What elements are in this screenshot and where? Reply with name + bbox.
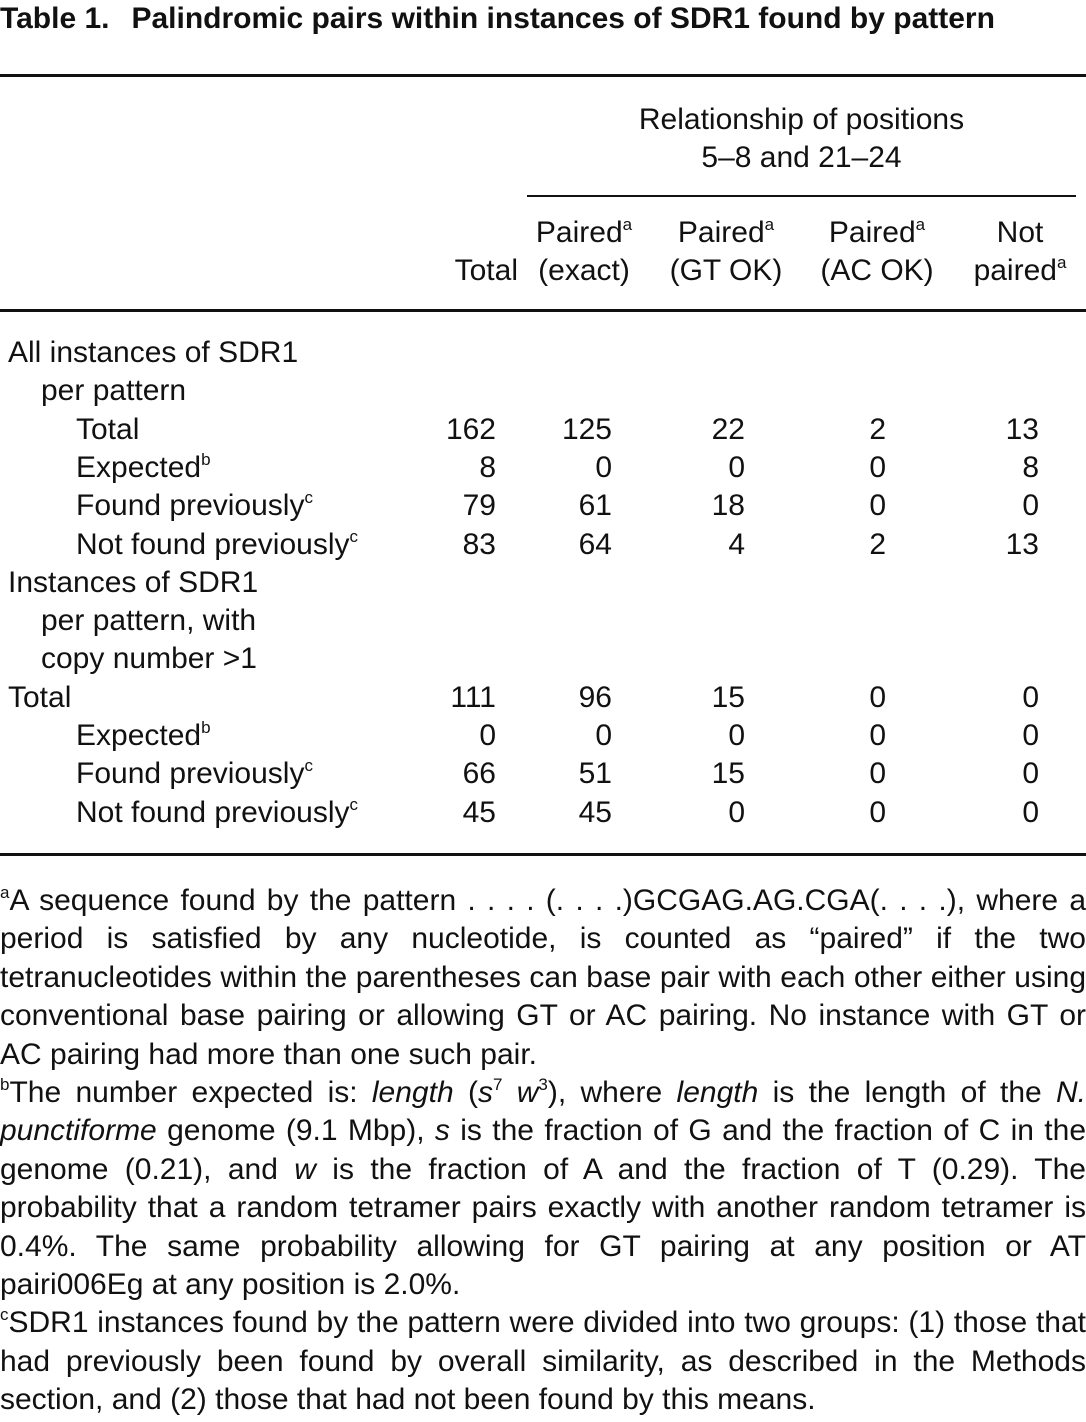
table-cell: 0 [479,719,496,752]
row-label: Found previously$^c$ [76,488,313,523]
table-cell: 64 [578,527,612,561]
caption-label: Table 1. [0,2,110,35]
row-label: Not found previously$^c$ [76,794,358,829]
spanner-heading [527,101,1076,177]
row-label: Instances of SDR1 [8,565,259,599]
table-caption [0,0,1086,37]
caption-title: Palindromic pairs within instances of SDR1 found by pattern [131,2,995,35]
row-label: copy number >1 [41,642,257,676]
table-cell: 125 [561,412,612,446]
row-label: per pattern, with [41,604,257,638]
row-label: per pattern [41,374,187,408]
top-rule [0,74,1086,77]
row-label: Expected$^b$ [76,718,211,752]
table-cell: 0 [1022,489,1039,523]
table-cell: 15 [711,757,745,791]
table-cell: 0 [869,489,886,523]
footnote-c: $^c$SDR1 instances found by the pattern were divided into two groups: (1) those that had previously been found by overall similarity, as described in the Methods section, and (2) those that had not been found by this means. [0,1305,1086,1417]
table-cell: 0 [728,450,745,484]
table-cell: 96 [578,680,612,714]
spanner-rule [527,195,1076,197]
table-cell: 0 [869,680,886,714]
col-header-total: Total [454,254,518,287]
table-cell: 2 [869,412,886,446]
table-cell: 61 [578,489,612,523]
table-cell: 8 [1022,450,1039,484]
header-rule [0,309,1086,312]
table-cell: 0 [728,719,745,752]
table-cell: 111 [450,680,496,714]
table-cell: 0 [869,719,886,752]
row-label: Expected$^b$ [76,449,211,484]
row-label: Total [8,680,72,714]
table-cell: 2 [869,527,886,561]
table-cell: 0 [595,719,612,752]
table-cell: 13 [1005,527,1039,561]
table-cell: 83 [462,527,496,561]
table-cell: 51 [578,757,612,791]
table-cell: 15 [711,680,745,714]
table-cell: 0 [1022,719,1039,752]
table-cell: 22 [711,412,745,446]
footnote-b: $^b$The number expected is: length ($s^7$ $w^3$), where length is the length of the N. punctiforme genome (9.1 Mbp), s is the fraction of G and the fraction of C in the genome (0.21), and w is the fraction of A and the fraction of T (0.29). The probability that a random tetramer pairs exactly with another random tetramer is 0.4%. The same probability allowing for GT pairing at any position or AT pairi006Eg at any position is 2.0%. [0,1075,1086,1302]
table-cell: 8 [479,450,496,484]
spanner-line-1: Relationship of positions [638,103,965,136]
table-cell: 0 [1022,680,1039,714]
table-cell: 45 [578,795,612,829]
col-header-not-paired: Not paired$^a$ [973,216,1067,287]
table-cell: 162 [445,412,496,446]
table-cell: 0 [595,450,612,484]
col-header-paired-exact: Paired$^a$ (exact) [535,215,633,287]
table-cell: 0 [1022,757,1039,791]
table-cell: 4 [728,527,745,561]
table-cell: 18 [711,489,745,523]
table-cell: 0 [869,450,886,484]
footnotes [0,882,1086,1420]
table-cell: 79 [462,489,496,523]
bottom-rule [0,853,1086,856]
col-header-paired-gt: Paired$^a$ (GT OK) [669,215,783,287]
row-label: Total [76,412,140,446]
table-cell: 66 [462,757,496,791]
table-cell: 0 [869,757,886,791]
table-cell: 0 [1022,795,1039,829]
table-cell: 13 [1005,412,1039,446]
col-header-paired-ac: Paired$^a$ (AC OK) [820,215,934,287]
row-label: Not found previously$^c$ [76,526,358,561]
table-cell: 0 [869,795,886,829]
footnote-a: $^a$A sequence found by the pattern . . . . (. . . .)GCGAG.AG.CGA(. . . .), where a period is satisfied by any nucleotide, is counted as “paired” if the two tetranucleotides within the parentheses can base pair with each other either using conventional base pairing or allowing GT or AC pairing. No instance with GT or AC pairing had more than one such pair. [0,883,1086,1071]
row-label: Found previously$^c$ [76,756,313,791]
table-cell: 45 [462,795,496,829]
row-label: All instances of SDR1 [8,336,299,369]
spanner-line-2: 5–8 and 21–24 [701,141,902,174]
table-cell: 0 [728,795,745,829]
